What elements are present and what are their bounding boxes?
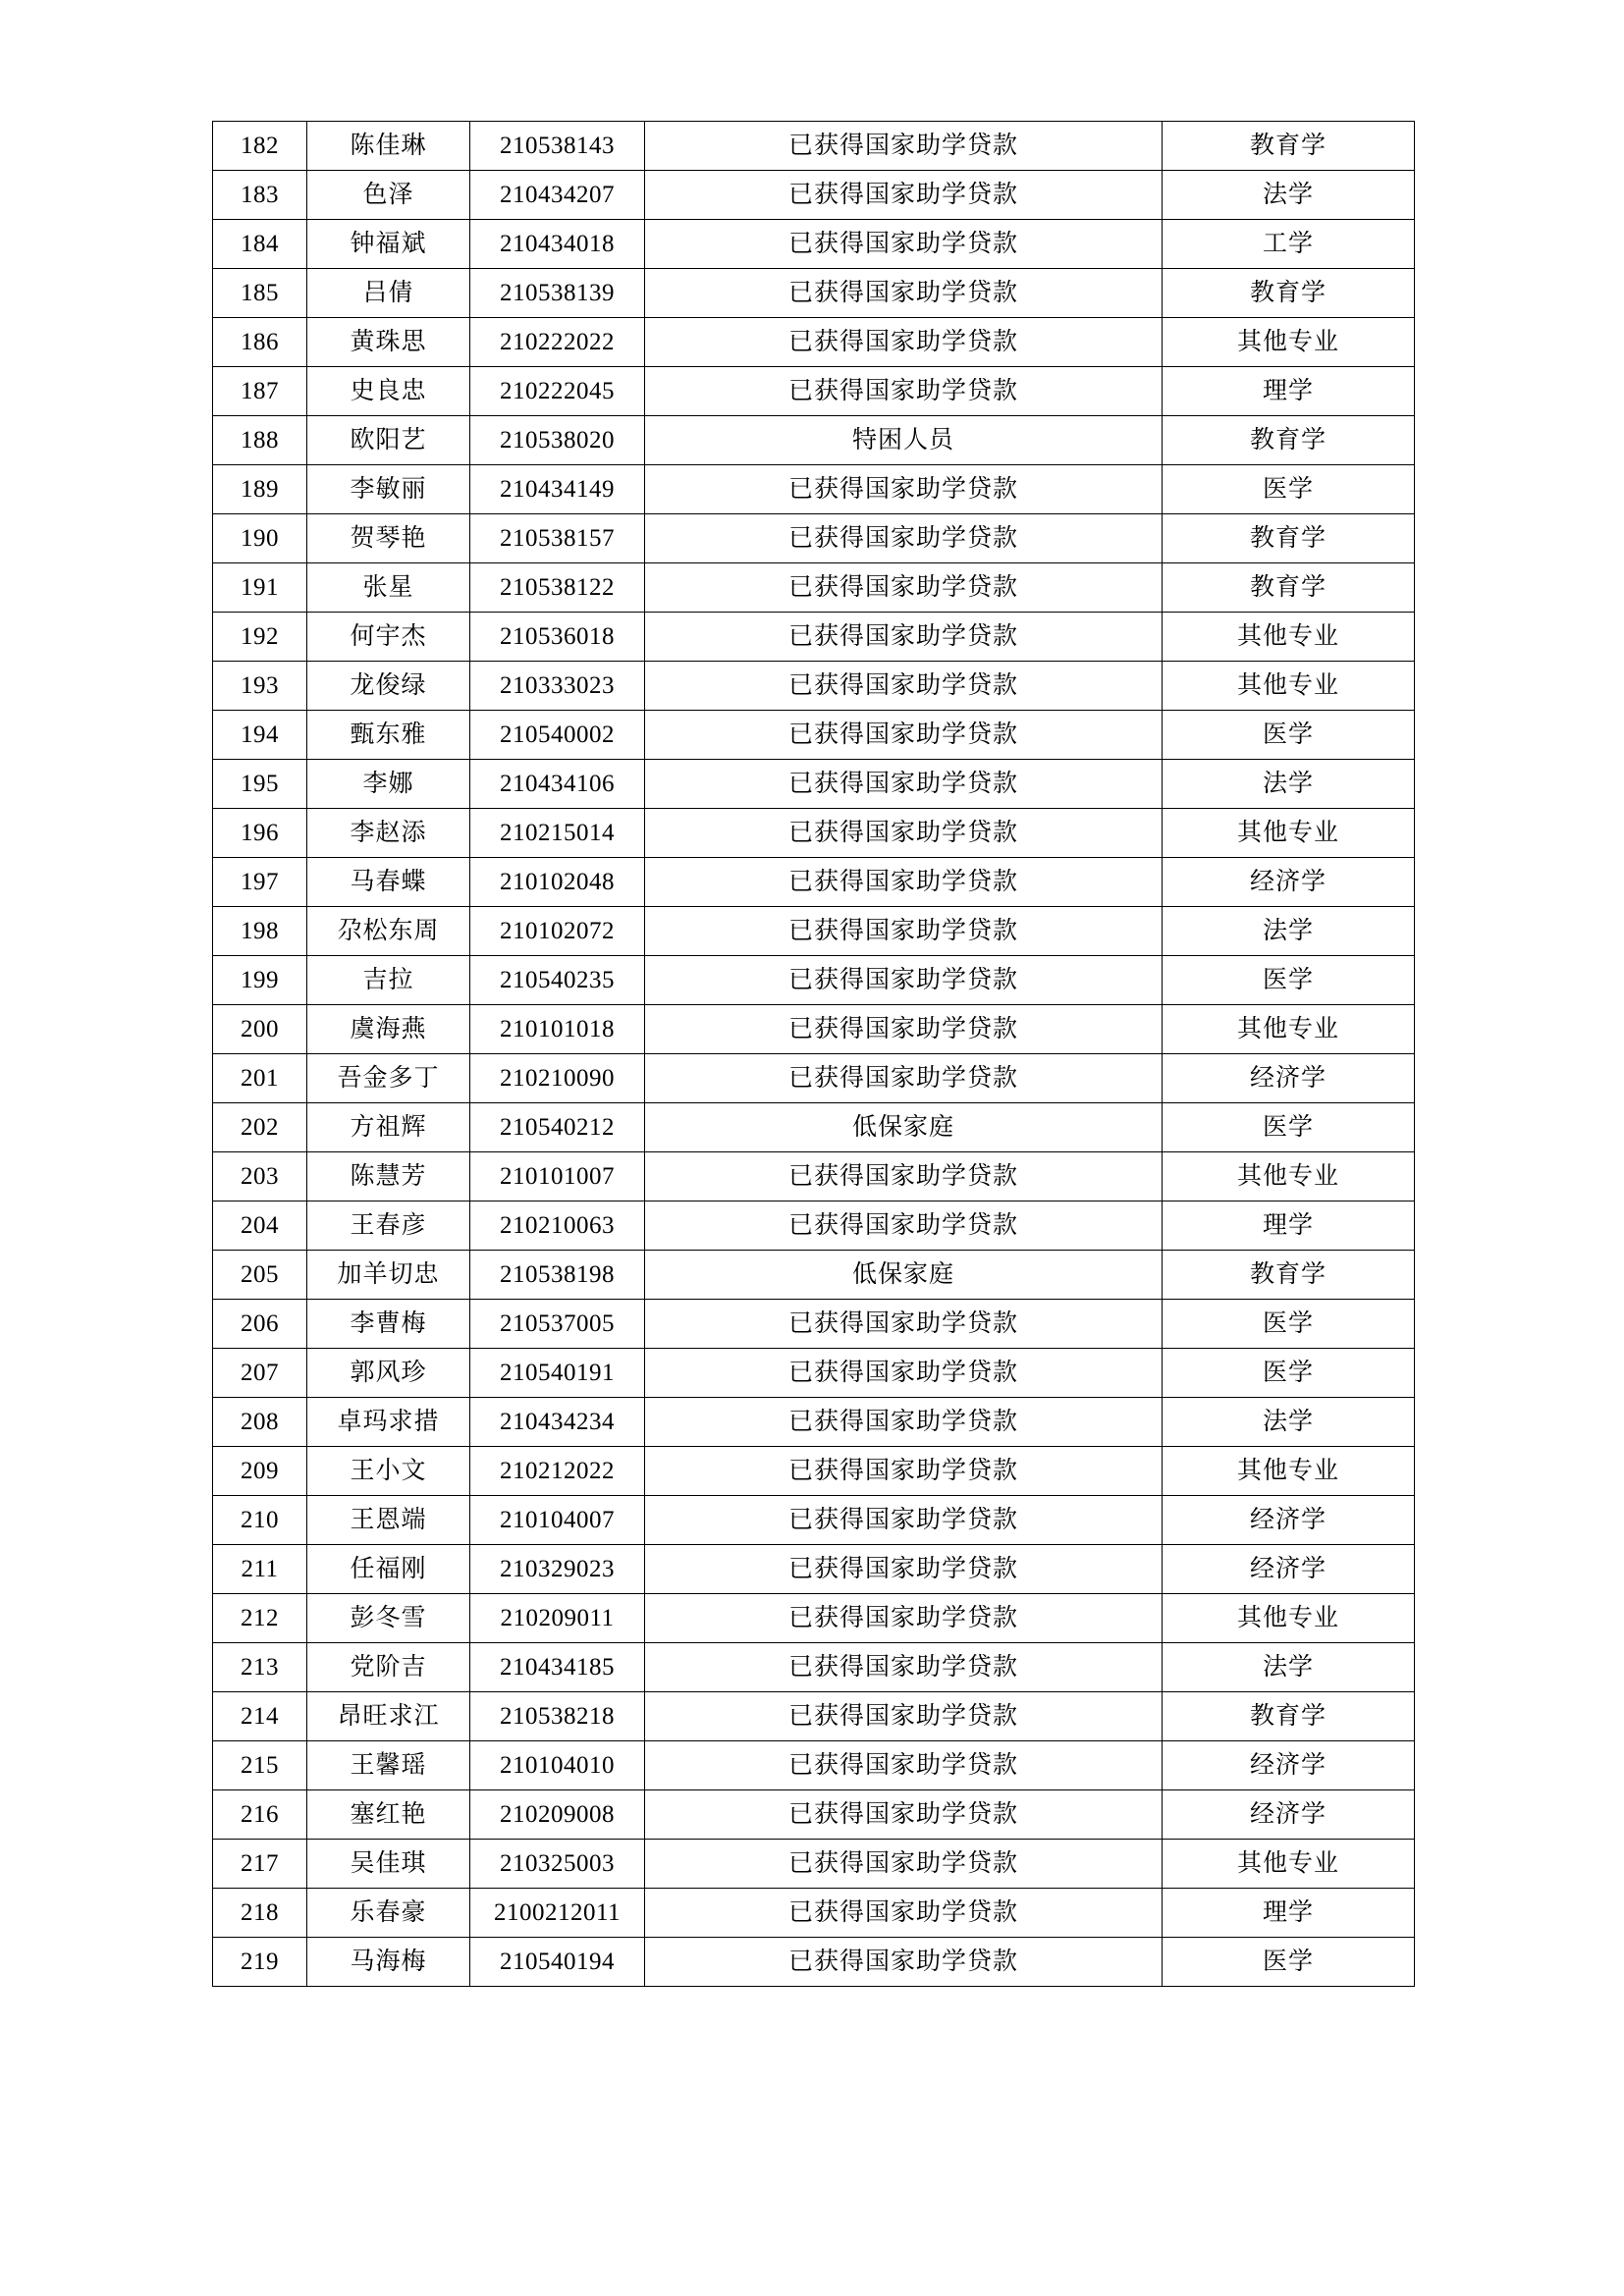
row-student-id: 210540194 — [470, 1938, 645, 1987]
row-student-id: 210222022 — [470, 318, 645, 367]
row-student-id: 210434149 — [470, 465, 645, 514]
row-sequence-number: 204 — [213, 1201, 307, 1251]
row-student-name: 张星 — [307, 563, 470, 613]
row-student-id: 210209011 — [470, 1594, 645, 1643]
row-qualification-reason: 已获得国家助学贷款 — [645, 563, 1163, 613]
row-student-id: 210102072 — [470, 907, 645, 956]
row-student-id: 210104007 — [470, 1496, 645, 1545]
row-sequence-number: 208 — [213, 1398, 307, 1447]
table-row — [213, 1300, 1415, 1349]
row-student-name: 龙俊绿 — [307, 662, 470, 711]
row-sequence-number: 182 — [213, 122, 307, 171]
row-sequence-number: 214 — [213, 1692, 307, 1741]
row-major-category: 法学 — [1163, 907, 1415, 956]
row-major-category: 教育学 — [1163, 563, 1415, 613]
row-sequence-number: 216 — [213, 1790, 307, 1840]
row-qualification-reason: 已获得国家助学贷款 — [645, 1054, 1163, 1103]
row-student-id: 210434185 — [470, 1643, 645, 1692]
row-major-category: 其他专业 — [1163, 318, 1415, 367]
row-student-id: 2100212011 — [470, 1889, 645, 1938]
row-major-category: 教育学 — [1163, 416, 1415, 465]
table-row — [213, 171, 1415, 220]
table-row — [213, 760, 1415, 809]
row-student-id: 210329023 — [470, 1545, 645, 1594]
row-major-category: 法学 — [1163, 1643, 1415, 1692]
row-major-category: 法学 — [1163, 760, 1415, 809]
row-student-name: 方祖辉 — [307, 1103, 470, 1152]
row-student-id: 210538122 — [470, 563, 645, 613]
table-row — [213, 1938, 1415, 1987]
row-qualification-reason: 已获得国家助学贷款 — [645, 1496, 1163, 1545]
row-student-id: 210104010 — [470, 1741, 645, 1790]
row-qualification-reason: 已获得国家助学贷款 — [645, 1790, 1163, 1840]
row-student-id: 210540235 — [470, 956, 645, 1005]
row-major-category: 医学 — [1163, 711, 1415, 760]
row-student-id: 210537005 — [470, 1300, 645, 1349]
row-sequence-number: 198 — [213, 907, 307, 956]
row-major-category: 经济学 — [1163, 1545, 1415, 1594]
row-student-name: 色泽 — [307, 171, 470, 220]
row-student-name: 钟福斌 — [307, 220, 470, 269]
table-row — [213, 858, 1415, 907]
row-qualification-reason: 特困人员 — [645, 416, 1163, 465]
row-sequence-number: 184 — [213, 220, 307, 269]
table-row — [213, 907, 1415, 956]
table-row — [213, 1594, 1415, 1643]
row-student-name: 贺琴艳 — [307, 514, 470, 563]
row-student-id: 210325003 — [470, 1840, 645, 1889]
row-major-category: 其他专业 — [1163, 1152, 1415, 1201]
row-student-name: 昂旺求江 — [307, 1692, 470, 1741]
row-major-category: 经济学 — [1163, 1790, 1415, 1840]
row-student-name: 史良忠 — [307, 367, 470, 416]
row-qualification-reason: 已获得国家助学贷款 — [645, 1840, 1163, 1889]
row-student-name: 李娜 — [307, 760, 470, 809]
row-sequence-number: 199 — [213, 956, 307, 1005]
row-sequence-number: 207 — [213, 1349, 307, 1398]
row-major-category: 医学 — [1163, 956, 1415, 1005]
row-major-category: 教育学 — [1163, 1251, 1415, 1300]
row-major-category: 理学 — [1163, 1201, 1415, 1251]
row-major-category: 教育学 — [1163, 269, 1415, 318]
table-row — [213, 269, 1415, 318]
row-student-id: 210212022 — [470, 1447, 645, 1496]
row-major-category: 教育学 — [1163, 514, 1415, 563]
table-row — [213, 1545, 1415, 1594]
row-sequence-number: 197 — [213, 858, 307, 907]
row-student-name: 甄东雅 — [307, 711, 470, 760]
row-qualification-reason: 已获得国家助学贷款 — [645, 1545, 1163, 1594]
row-student-id: 210333023 — [470, 662, 645, 711]
row-sequence-number: 215 — [213, 1741, 307, 1790]
row-sequence-number: 190 — [213, 514, 307, 563]
table-row — [213, 1840, 1415, 1889]
table-row — [213, 1447, 1415, 1496]
table-row — [213, 1398, 1415, 1447]
row-student-id: 210434106 — [470, 760, 645, 809]
row-student-name: 李曹梅 — [307, 1300, 470, 1349]
row-student-id: 210222045 — [470, 367, 645, 416]
row-student-name: 虞海燕 — [307, 1005, 470, 1054]
row-major-category: 其他专业 — [1163, 662, 1415, 711]
row-qualification-reason: 已获得国家助学贷款 — [645, 956, 1163, 1005]
table-row — [213, 711, 1415, 760]
row-sequence-number: 202 — [213, 1103, 307, 1152]
row-sequence-number: 194 — [213, 711, 307, 760]
row-student-id: 210101007 — [470, 1152, 645, 1201]
row-qualification-reason: 已获得国家助学贷款 — [645, 1300, 1163, 1349]
row-major-category: 教育学 — [1163, 1692, 1415, 1741]
row-student-name: 塞红艳 — [307, 1790, 470, 1840]
row-major-category: 经济学 — [1163, 1496, 1415, 1545]
table-row — [213, 514, 1415, 563]
table-row — [213, 1054, 1415, 1103]
row-sequence-number: 200 — [213, 1005, 307, 1054]
row-student-id: 210215014 — [470, 809, 645, 858]
table-row — [213, 1201, 1415, 1251]
row-major-category: 经济学 — [1163, 1741, 1415, 1790]
row-qualification-reason: 已获得国家助学贷款 — [645, 1594, 1163, 1643]
row-sequence-number: 193 — [213, 662, 307, 711]
row-student-id: 210540212 — [470, 1103, 645, 1152]
table-row — [213, 220, 1415, 269]
row-qualification-reason: 已获得国家助学贷款 — [645, 514, 1163, 563]
row-qualification-reason: 已获得国家助学贷款 — [645, 1349, 1163, 1398]
row-major-category: 理学 — [1163, 1889, 1415, 1938]
row-major-category: 理学 — [1163, 367, 1415, 416]
row-student-id: 210538020 — [470, 416, 645, 465]
table-row — [213, 809, 1415, 858]
row-sequence-number: 196 — [213, 809, 307, 858]
roster-table-body — [213, 122, 1415, 1987]
row-sequence-number: 219 — [213, 1938, 307, 1987]
row-student-name: 马春蝶 — [307, 858, 470, 907]
row-student-name: 李敏丽 — [307, 465, 470, 514]
row-major-category: 经济学 — [1163, 1054, 1415, 1103]
row-student-name: 王馨瑶 — [307, 1741, 470, 1790]
row-student-name: 陈慧芳 — [307, 1152, 470, 1201]
row-student-id: 210434018 — [470, 220, 645, 269]
row-sequence-number: 203 — [213, 1152, 307, 1201]
row-major-category: 其他专业 — [1163, 809, 1415, 858]
row-sequence-number: 209 — [213, 1447, 307, 1496]
row-student-id: 210434207 — [470, 171, 645, 220]
row-major-category: 医学 — [1163, 465, 1415, 514]
row-qualification-reason: 已获得国家助学贷款 — [645, 1152, 1163, 1201]
table-row — [213, 1251, 1415, 1300]
row-sequence-number: 213 — [213, 1643, 307, 1692]
student-aid-roster-table — [212, 121, 1415, 1987]
row-qualification-reason: 已获得国家助学贷款 — [645, 1741, 1163, 1790]
row-sequence-number: 217 — [213, 1840, 307, 1889]
row-sequence-number: 188 — [213, 416, 307, 465]
row-student-name: 郭风珍 — [307, 1349, 470, 1398]
row-major-category: 其他专业 — [1163, 1840, 1415, 1889]
row-major-category: 医学 — [1163, 1300, 1415, 1349]
row-sequence-number: 195 — [213, 760, 307, 809]
table-row — [213, 1889, 1415, 1938]
row-sequence-number: 192 — [213, 613, 307, 662]
row-major-category: 其他专业 — [1163, 613, 1415, 662]
row-sequence-number: 211 — [213, 1545, 307, 1594]
row-sequence-number: 187 — [213, 367, 307, 416]
row-student-id: 210209008 — [470, 1790, 645, 1840]
row-major-category: 经济学 — [1163, 858, 1415, 907]
row-student-name: 欧阳艺 — [307, 416, 470, 465]
row-student-name: 乐春豪 — [307, 1889, 470, 1938]
row-student-name: 党阶吉 — [307, 1643, 470, 1692]
row-major-category: 教育学 — [1163, 122, 1415, 171]
row-sequence-number: 201 — [213, 1054, 307, 1103]
row-student-name: 马海梅 — [307, 1938, 470, 1987]
row-student-name: 李赵添 — [307, 809, 470, 858]
row-student-id: 210538143 — [470, 122, 645, 171]
row-sequence-number: 185 — [213, 269, 307, 318]
row-student-name: 吕倩 — [307, 269, 470, 318]
row-sequence-number: 189 — [213, 465, 307, 514]
row-qualification-reason: 已获得国家助学贷款 — [645, 1398, 1163, 1447]
row-student-id: 210538157 — [470, 514, 645, 563]
table-row — [213, 1496, 1415, 1545]
row-qualification-reason: 已获得国家助学贷款 — [645, 711, 1163, 760]
row-qualification-reason: 已获得国家助学贷款 — [645, 1889, 1163, 1938]
row-qualification-reason: 低保家庭 — [645, 1103, 1163, 1152]
row-qualification-reason: 已获得国家助学贷款 — [645, 809, 1163, 858]
row-student-name: 吾金多丁 — [307, 1054, 470, 1103]
row-student-id: 210538139 — [470, 269, 645, 318]
row-sequence-number: 191 — [213, 563, 307, 613]
table-row — [213, 1349, 1415, 1398]
row-sequence-number: 210 — [213, 1496, 307, 1545]
row-major-category: 医学 — [1163, 1938, 1415, 1987]
table-row — [213, 1643, 1415, 1692]
row-sequence-number: 218 — [213, 1889, 307, 1938]
row-qualification-reason: 低保家庭 — [645, 1251, 1163, 1300]
row-student-name: 卓玛求措 — [307, 1398, 470, 1447]
row-qualification-reason: 已获得国家助学贷款 — [645, 662, 1163, 711]
row-qualification-reason: 已获得国家助学贷款 — [645, 760, 1163, 809]
row-sequence-number: 205 — [213, 1251, 307, 1300]
row-sequence-number: 212 — [213, 1594, 307, 1643]
row-qualification-reason: 已获得国家助学贷款 — [645, 1692, 1163, 1741]
row-student-name: 何宇杰 — [307, 613, 470, 662]
row-major-category: 其他专业 — [1163, 1447, 1415, 1496]
row-qualification-reason: 已获得国家助学贷款 — [645, 122, 1163, 171]
row-student-id: 210538198 — [470, 1251, 645, 1300]
row-qualification-reason: 已获得国家助学贷款 — [645, 1938, 1163, 1987]
row-major-category: 其他专业 — [1163, 1594, 1415, 1643]
row-student-name: 陈佳琳 — [307, 122, 470, 171]
table-row — [213, 1790, 1415, 1840]
row-student-name: 尕松东周 — [307, 907, 470, 956]
row-student-id: 210210090 — [470, 1054, 645, 1103]
row-qualification-reason: 已获得国家助学贷款 — [645, 1447, 1163, 1496]
table-row — [213, 662, 1415, 711]
row-major-category: 其他专业 — [1163, 1005, 1415, 1054]
row-sequence-number: 186 — [213, 318, 307, 367]
row-qualification-reason: 已获得国家助学贷款 — [645, 465, 1163, 514]
table-row — [213, 465, 1415, 514]
row-qualification-reason: 已获得国家助学贷款 — [645, 1005, 1163, 1054]
table-row — [213, 1152, 1415, 1201]
row-qualification-reason: 已获得国家助学贷款 — [645, 367, 1163, 416]
row-student-name: 王春彦 — [307, 1201, 470, 1251]
table-row — [213, 416, 1415, 465]
row-student-name: 黄珠思 — [307, 318, 470, 367]
row-qualification-reason: 已获得国家助学贷款 — [645, 318, 1163, 367]
row-student-name: 王恩端 — [307, 1496, 470, 1545]
row-sequence-number: 183 — [213, 171, 307, 220]
row-student-id: 210540191 — [470, 1349, 645, 1398]
row-qualification-reason: 已获得国家助学贷款 — [645, 858, 1163, 907]
row-major-category: 工学 — [1163, 220, 1415, 269]
row-sequence-number: 206 — [213, 1300, 307, 1349]
row-qualification-reason: 已获得国家助学贷款 — [645, 1201, 1163, 1251]
table-row — [213, 1692, 1415, 1741]
row-qualification-reason: 已获得国家助学贷款 — [645, 613, 1163, 662]
row-student-id: 210101018 — [470, 1005, 645, 1054]
roster-table-container — [212, 121, 1414, 1987]
row-major-category: 法学 — [1163, 171, 1415, 220]
row-major-category: 法学 — [1163, 1398, 1415, 1447]
row-student-name: 吉拉 — [307, 956, 470, 1005]
table-row — [213, 122, 1415, 171]
row-major-category: 医学 — [1163, 1349, 1415, 1398]
row-student-name: 任福刚 — [307, 1545, 470, 1594]
row-student-name: 王小文 — [307, 1447, 470, 1496]
row-student-name: 加羊切忠 — [307, 1251, 470, 1300]
table-row — [213, 367, 1415, 416]
row-student-id: 210102048 — [470, 858, 645, 907]
table-row — [213, 956, 1415, 1005]
table-row — [213, 1741, 1415, 1790]
table-row — [213, 318, 1415, 367]
row-qualification-reason: 已获得国家助学贷款 — [645, 1643, 1163, 1692]
table-row — [213, 563, 1415, 613]
row-student-id: 210538218 — [470, 1692, 645, 1741]
row-student-id: 210210063 — [470, 1201, 645, 1251]
table-row — [213, 1103, 1415, 1152]
row-qualification-reason: 已获得国家助学贷款 — [645, 269, 1163, 318]
row-student-name: 彭冬雪 — [307, 1594, 470, 1643]
table-row — [213, 1005, 1415, 1054]
row-qualification-reason: 已获得国家助学贷款 — [645, 907, 1163, 956]
row-major-category: 医学 — [1163, 1103, 1415, 1152]
row-student-id: 210536018 — [470, 613, 645, 662]
row-student-name: 吴佳琪 — [307, 1840, 470, 1889]
row-student-id: 210434234 — [470, 1398, 645, 1447]
row-student-id: 210540002 — [470, 711, 645, 760]
row-qualification-reason: 已获得国家助学贷款 — [645, 171, 1163, 220]
table-row — [213, 613, 1415, 662]
row-qualification-reason: 已获得国家助学贷款 — [645, 220, 1163, 269]
